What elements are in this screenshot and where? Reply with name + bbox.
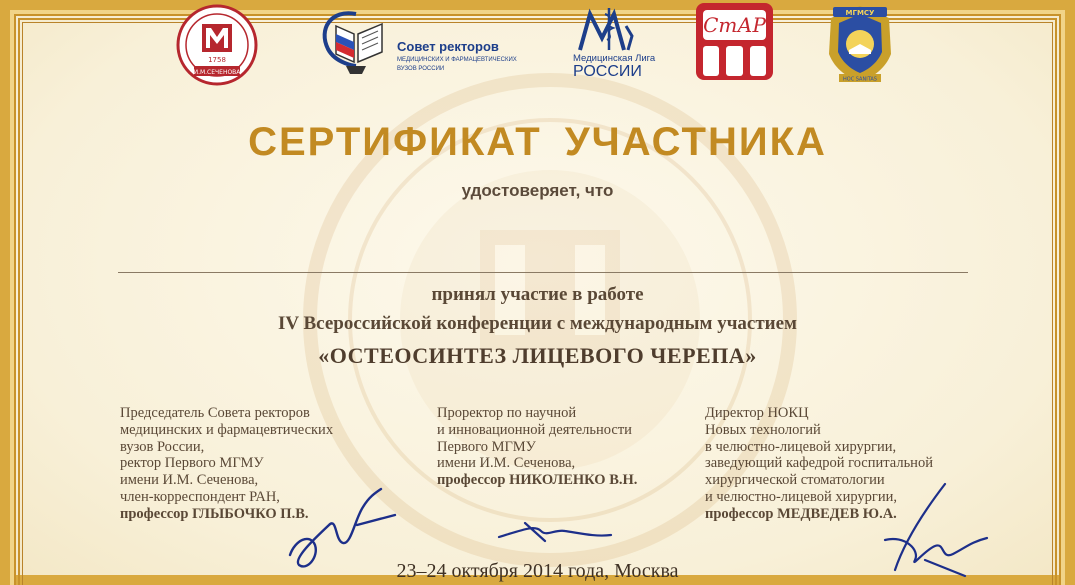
- signatory-3-line: Директор НОКЦ: [705, 405, 809, 421]
- medical-league-logo: [576, 6, 642, 52]
- star-text: СтАР: [703, 13, 766, 37]
- signature-nikolenko: [495, 515, 615, 555]
- signatory-3-line: в челюстно-лицевой хирургии,: [705, 438, 897, 455]
- signatory-1-line: Председатель Совета ректоров: [120, 405, 310, 421]
- council-sub2: ВУЗОВ РОССИИ: [397, 66, 445, 72]
- signatory-2-line: Проректор по научной: [437, 405, 577, 421]
- council-sub1: МЕДИЦИНСКИХ И ФАРМАЦЕВТИЧЕСКИХ: [397, 57, 517, 63]
- signatory-2-block: [437, 405, 637, 489]
- signatory-3-line: Новых технологий: [705, 421, 821, 438]
- signatory-2-line: и инновационной деятельности: [437, 421, 632, 438]
- sechenov-university-logo: [176, 4, 258, 86]
- event-date-location: 23–24 октября 2014 года, Москва: [396, 560, 679, 582]
- mgmsu-top: МГМСУ: [845, 9, 875, 17]
- signatory-1-line: член-корреспондент РАН,: [120, 488, 280, 505]
- signatory-1-line: медицинских и фармацевтических: [120, 421, 334, 438]
- signatory-3-name: профессор МЕДВЕДЕВ Ю.А.: [705, 505, 897, 522]
- participation-line: принял участие в работе: [431, 284, 644, 305]
- league-line2: РОССИИ: [573, 63, 642, 80]
- star-association-logo: [695, 2, 774, 81]
- signatory-3-line: хирургической стоматологии: [705, 472, 885, 489]
- signatory-1-name: профессор ГЛЫБОЧКО П.В.: [120, 505, 309, 522]
- sechenov-name: И.М.СЕЧЕНОВА: [193, 69, 241, 76]
- conference-title: «ОСТЕОСИНТЕЗ ЛИЦЕВОГО ЧЕРЕПА»: [318, 343, 757, 368]
- league-line1: Медицинская Лига: [573, 53, 656, 64]
- signatory-1-line: ректор Первого МГМУ: [120, 455, 264, 472]
- mgmsu-emblem-logo: [825, 4, 895, 84]
- signatory-1-line: имени И.М. Сеченова,: [120, 472, 259, 489]
- council-name: Совет ректоров: [397, 39, 499, 54]
- council-of-rectors-logo: [316, 4, 396, 80]
- signatory-1-line: вузов России,: [120, 438, 205, 455]
- sechenov-year: 1758: [208, 56, 226, 64]
- mgmsu-bottom: HOC SANITAS: [843, 76, 877, 83]
- certificate-title: СЕРТИФИКАТ УЧАСТНИКА: [248, 120, 827, 164]
- signatory-2-line: Первого МГМУ: [437, 438, 536, 455]
- participant-name-line: [118, 272, 968, 273]
- conference-line: IV Всероссийской конференции с международным участием: [277, 313, 797, 334]
- signatory-3-line: заведующий кафедрой госпитальной: [705, 455, 933, 472]
- certificate-subtitle: удостоверяет, что: [461, 181, 614, 200]
- signatory-2-line: имени И.М. Сеченова,: [437, 455, 576, 472]
- signatory-3-line: и челюстно-лицевой хирургии,: [705, 488, 898, 505]
- signatory-2-name: профессор НИКОЛЕНКО В.Н.: [437, 472, 638, 489]
